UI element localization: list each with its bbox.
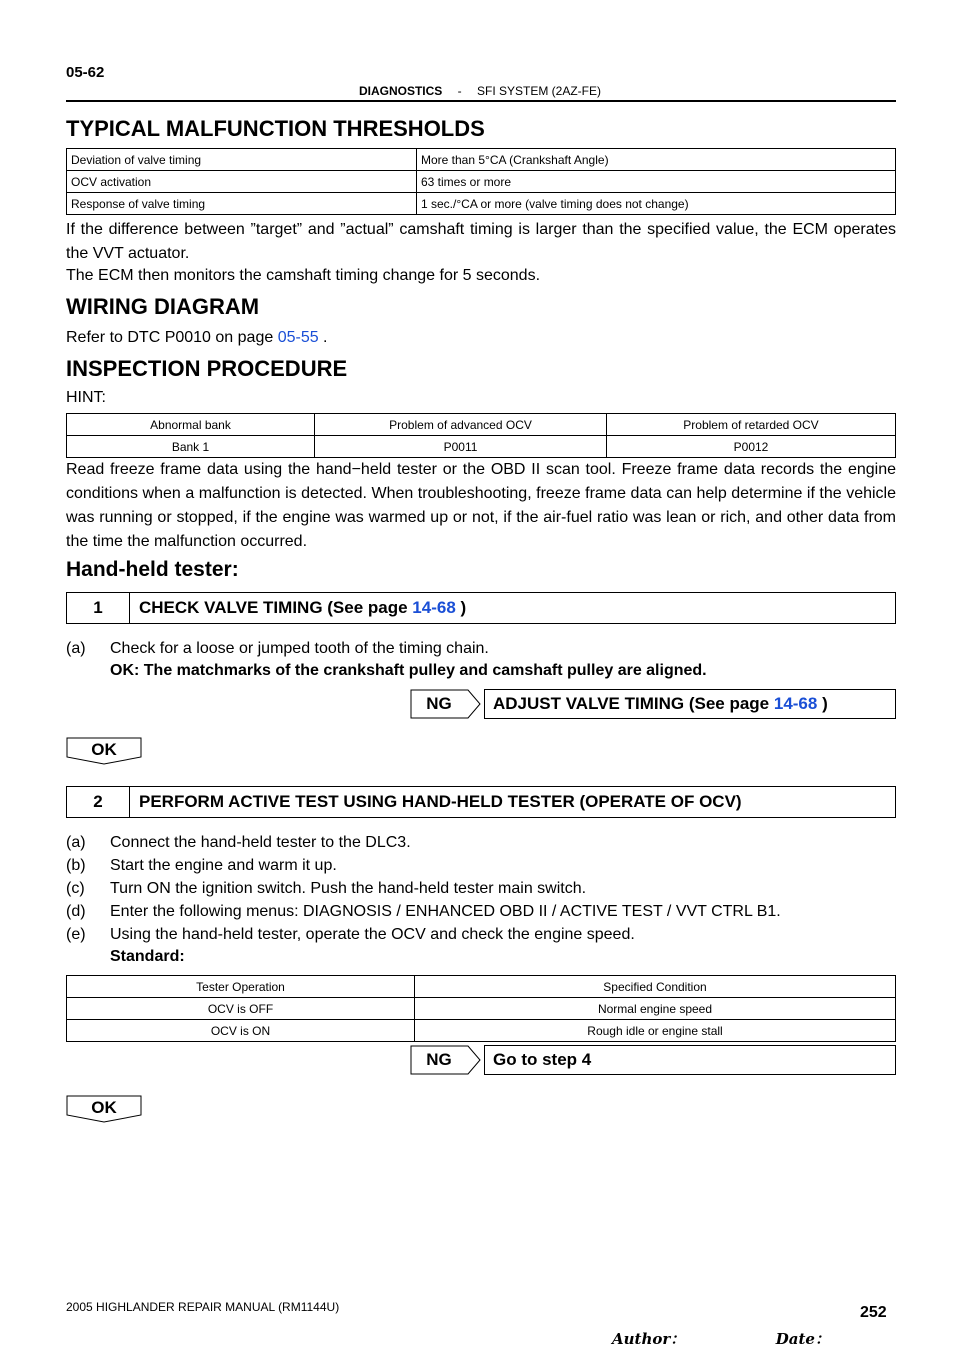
table-header: Problem of retarded OCV bbox=[607, 414, 896, 436]
ok-label: OK bbox=[91, 1098, 117, 1117]
item-text: Using the hand-held tester, operate the OCV and check the engine speed. bbox=[110, 926, 635, 943]
freeze-frame-paragraph: Read freeze frame data using the hand−held tester or the OBD II scan tool. Freeze frame data records the engine conditions when a malfunction is detected. When troubleshooting, freeze frame data can help determine if the vehicle was running or stopped, if the engine was warmed up or not, if the air-fuel ratio was lean or rich, and other data from the time the malfunction occurred. bbox=[66, 461, 896, 550]
header-separator: - bbox=[457, 84, 462, 98]
item-text: Enter the following menus: DIAGNOSIS / ENHANCED OBD II / ACTIVE TEST / VVT CTRL B1. bbox=[110, 903, 781, 920]
wiring-heading: WIRING DIAGRAM bbox=[66, 294, 260, 319]
wiring-text-end: . bbox=[318, 329, 328, 346]
page-header bbox=[0, 84, 960, 98]
step-2-number: 2 bbox=[67, 787, 130, 817]
table-row bbox=[67, 998, 896, 1020]
step-2-item-a bbox=[66, 832, 411, 854]
standard-label: Standard: bbox=[110, 948, 185, 965]
thresholds-heading: TYPICAL MALFUNCTION THRESHOLDS bbox=[66, 116, 485, 141]
header-subsection: SFI SYSTEM (2AZ-FE) bbox=[477, 84, 602, 98]
item-label: (b) bbox=[66, 857, 86, 874]
step-1-ok-criteria: OK: The matchmarks of the crankshaft pulley and camshaft pulley are aligned. bbox=[110, 662, 707, 679]
item-label: (a) bbox=[66, 834, 86, 851]
step-2-ok-tag bbox=[66, 1095, 142, 1123]
ng-action-end: ) bbox=[817, 694, 828, 713]
table-cell: 63 times or more bbox=[417, 171, 896, 193]
item-label: (d) bbox=[66, 903, 86, 920]
step-2-item-e bbox=[66, 924, 635, 946]
table-cell: OCV is OFF bbox=[67, 998, 415, 1020]
step-2-ng-action bbox=[484, 1045, 896, 1075]
step-1-ok-tag bbox=[66, 737, 142, 765]
table-cell: Response of valve timing bbox=[67, 193, 417, 215]
item-label: (a) bbox=[66, 640, 86, 657]
table-row bbox=[67, 193, 896, 215]
thresholds-paragraph-1: If the difference between ”target” and ”actual” camshaft timing is larger than the specified value, the ECM operates the VVT actuator. bbox=[66, 221, 896, 262]
item-text: Start the engine and warm it up. bbox=[110, 857, 337, 874]
table-cell: OCV is ON bbox=[67, 1020, 415, 1042]
table-cell: Deviation of valve timing bbox=[67, 149, 417, 171]
step-1-box bbox=[66, 592, 896, 624]
table-row bbox=[67, 149, 896, 171]
header-section: DIAGNOSTICS bbox=[358, 84, 443, 98]
ng-label: NG bbox=[426, 694, 452, 713]
item-label: (c) bbox=[66, 880, 85, 897]
table-cell: Rough idle or engine stall bbox=[415, 1020, 896, 1042]
table-cell: P0011 bbox=[315, 436, 607, 458]
footer-author-date bbox=[612, 1328, 830, 1349]
wiring-text: Refer to DTC P0010 on page bbox=[66, 329, 278, 346]
table-row bbox=[67, 1020, 896, 1042]
table-row bbox=[67, 436, 896, 458]
footer-manual: 2005 HIGHLANDER REPAIR MANUAL (RM1144U) bbox=[66, 1300, 340, 1314]
ok-label: OK bbox=[91, 740, 117, 759]
step-1-title bbox=[139, 593, 466, 623]
ng-label: NG bbox=[426, 1050, 452, 1069]
step-1-ng-action bbox=[484, 689, 896, 719]
table-row bbox=[67, 976, 896, 998]
step-2-ng-row bbox=[410, 1045, 896, 1075]
wiring-reference bbox=[66, 326, 896, 350]
table-cell: Bank 1 bbox=[67, 436, 315, 458]
ng-action-text: ADJUST VALVE TIMING (See page bbox=[493, 694, 774, 713]
bank-table bbox=[66, 413, 896, 458]
table-cell: More than 5°CA (Crankshaft Angle) bbox=[417, 149, 896, 171]
hint-label: HINT: bbox=[66, 389, 106, 406]
ng-action-page-link[interactable]: 14-68 bbox=[773, 694, 818, 713]
step-1-number: 1 bbox=[67, 593, 130, 623]
tester-heading: Hand-held tester: bbox=[66, 558, 239, 581]
footer-author: Author： bbox=[612, 1330, 686, 1348]
step-1-title-end: ) bbox=[455, 598, 467, 617]
table-row bbox=[67, 414, 896, 436]
table-header: Problem of advanced OCV bbox=[315, 414, 607, 436]
header-rule bbox=[66, 100, 896, 102]
standard-table bbox=[66, 975, 896, 1042]
table-cell: OCV activation bbox=[67, 171, 417, 193]
wiring-page-link[interactable]: 05-55 bbox=[277, 329, 319, 346]
step-1-ng-row bbox=[410, 689, 896, 719]
step-2-box bbox=[66, 786, 896, 818]
table-cell: Normal engine speed bbox=[415, 998, 896, 1020]
inspection-heading: INSPECTION PROCEDURE bbox=[66, 356, 348, 381]
item-text: Check for a loose or jumped tooth of the timing chain. bbox=[110, 640, 489, 657]
page-code: 05-62 bbox=[66, 64, 105, 81]
step-1-item-a bbox=[66, 638, 489, 660]
step-2-item-b bbox=[66, 855, 337, 877]
table-header: Tester Operation bbox=[67, 976, 415, 998]
step-2-item-c bbox=[66, 878, 586, 900]
item-text: Connect the hand-held tester to the DLC3. bbox=[110, 834, 411, 851]
ng-arrow-icon bbox=[410, 1045, 482, 1075]
table-cell: 1 sec./°CA or more (valve timing does not change) bbox=[417, 193, 896, 215]
footer-page-number: 252 bbox=[860, 1304, 887, 1321]
thresholds-table bbox=[66, 148, 896, 215]
ng-action-text: Go to step 4 bbox=[493, 1050, 592, 1069]
table-row bbox=[67, 171, 896, 193]
table-header: Specified Condition bbox=[415, 976, 896, 998]
step-1-title-text: CHECK VALVE TIMING (See page bbox=[139, 598, 413, 617]
step-2-title: PERFORM ACTIVE TEST USING HAND-HELD TESTER (OPERATE OF OCV) bbox=[139, 792, 742, 811]
table-header: Abnormal bank bbox=[67, 414, 315, 436]
item-label: (e) bbox=[66, 926, 86, 943]
step-1-page-link[interactable]: 14-68 bbox=[412, 598, 456, 617]
footer-date: Date： bbox=[775, 1330, 830, 1348]
step-2-item-d bbox=[66, 901, 781, 923]
ng-arrow-icon bbox=[410, 689, 482, 719]
table-cell: P0012 bbox=[607, 436, 896, 458]
thresholds-paragraph-2: The ECM then monitors the camshaft timing change for 5 seconds. bbox=[66, 267, 541, 284]
item-text: Turn ON the ignition switch. Push the hand-held tester main switch. bbox=[110, 880, 587, 897]
